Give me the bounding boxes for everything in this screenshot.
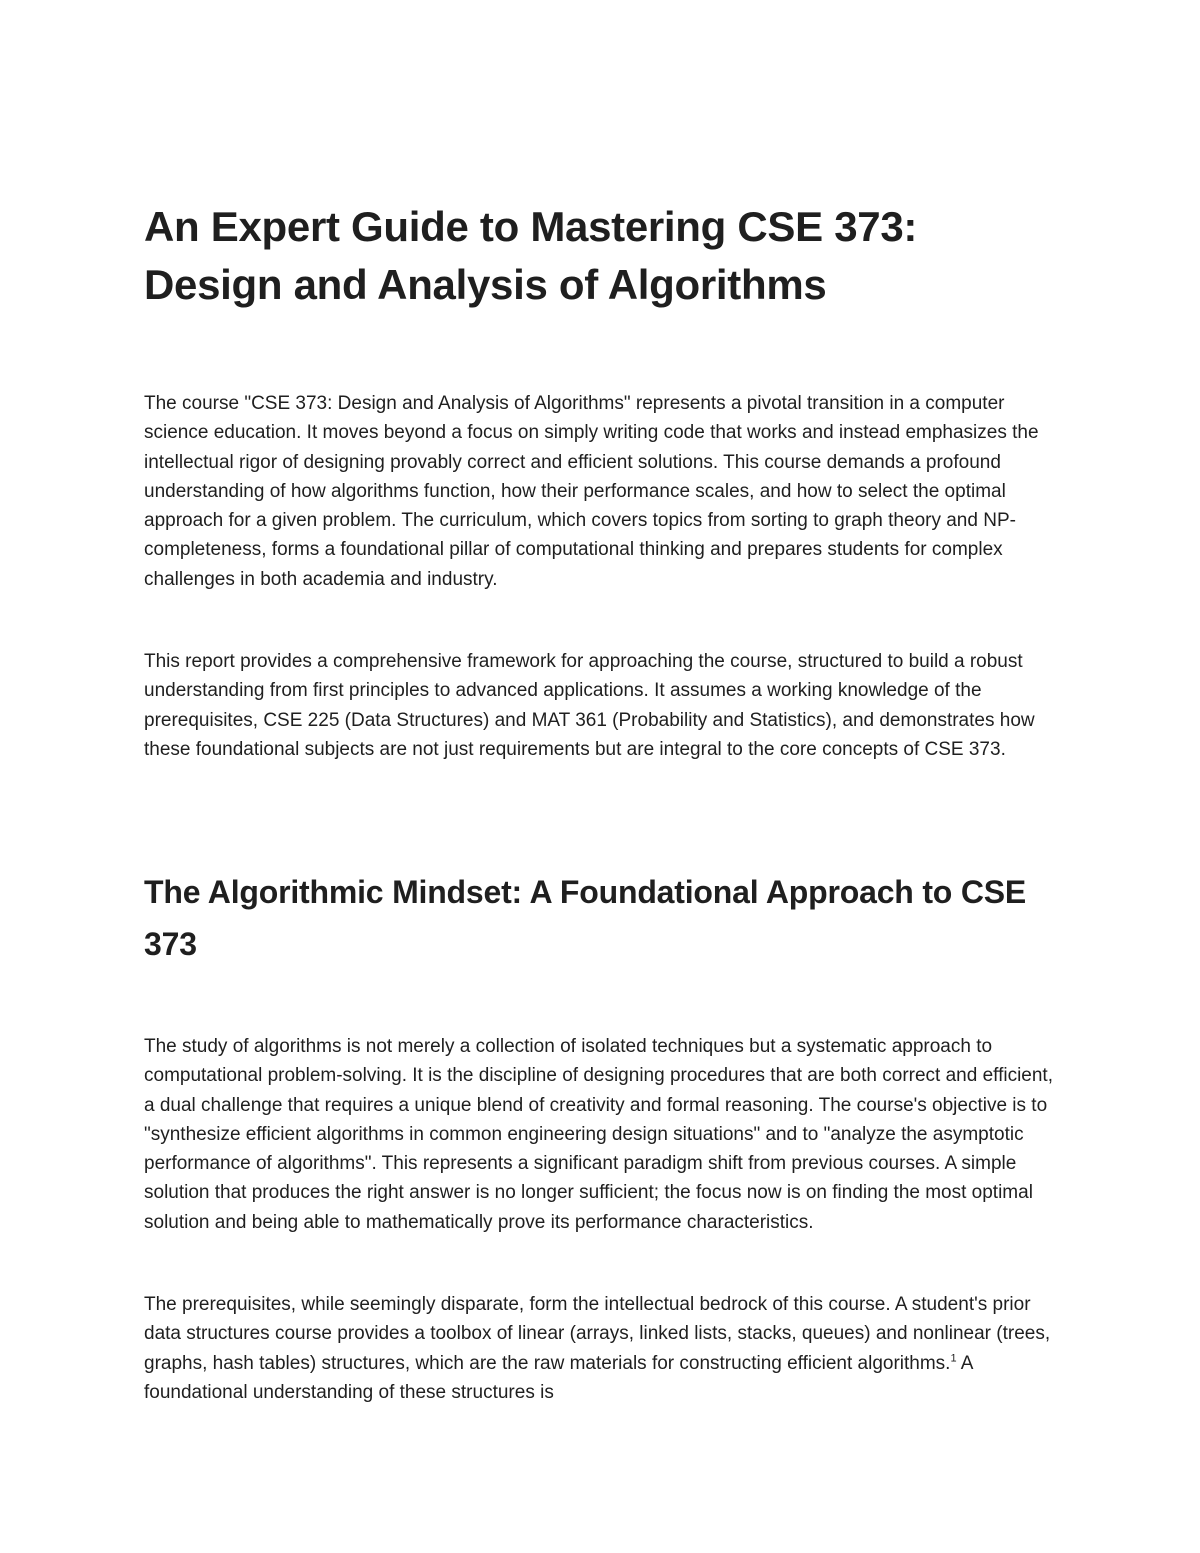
section-paragraph-2 (144, 1290, 1064, 1407)
section-paragraph-2-text-a: The prerequisites, while seemingly disparate, form the intellectual bedrock of this course. A student's prior data structures course provides a toolbox of linear (arrays, linked lists, stacks, queues) and nonlinear (trees, graphs, hash tables) structures, which are the raw materials for constructing efficient algorithms. (144, 1294, 1051, 1374)
section-paragraph-2-text-b: A foundational understanding of these structures is (144, 1352, 973, 1403)
section-paragraph-1: The study of algorithms is not merely a collection of isolated techniques but a systematic approach to computational problem-solving. It is the discipline of designing procedures that are both correct and efficient, a dual challenge that requires a unique blend of creativity and formal reasoning. The course's objective is to "synthesize efficient algorithms in common engineering design situations" and to "analyze the asymptotic performance of algorithms". This represents a significant paradigm shift from previous courses. A simple solution that produces the right answer is no longer sufficient; the focus now is on finding the most optimal solution and being able to mathematically prove its performance characteristics. (144, 1036, 1053, 1233)
section-heading: The Algorithmic Mindset: A Foundational Approach to CSE 373 (144, 874, 1027, 962)
intro-paragraph-2: This report provides a comprehensive framework for approaching the course, structured to build a robust understanding from first principles to advanced applications. It assumes a working knowledge of the prerequisites, CSE 225 (Data Structures) and MAT 361 (Probability and Statistics), and demonstrates how these foundational subjects are not just requirements but are integral to the core concepts of CSE 373. (144, 651, 1035, 760)
intro-paragraph-1: The course "CSE 373: Design and Analysis of Algorithms" represents a pivotal transition in a computer science education. It moves beyond a focus on simply writing code that works and instead emphasizes the intellectual rigor of designing provably correct and efficient solutions. This course demands a profound understanding of how algorithms function, how their performance scales, and how to select the optimal approach for a given problem. The curriculum, which covers topics from sorting to graph theory and NP-completeness, forms a foundational pillar of computational thinking and prepares students for complex challenges in both academia and industry. (144, 393, 1039, 590)
document-title: An Expert Guide to Mastering CSE 373: Design and Analysis of Algorithms (144, 203, 918, 308)
footnote-marker[interactable]: 1 (950, 1352, 957, 1365)
